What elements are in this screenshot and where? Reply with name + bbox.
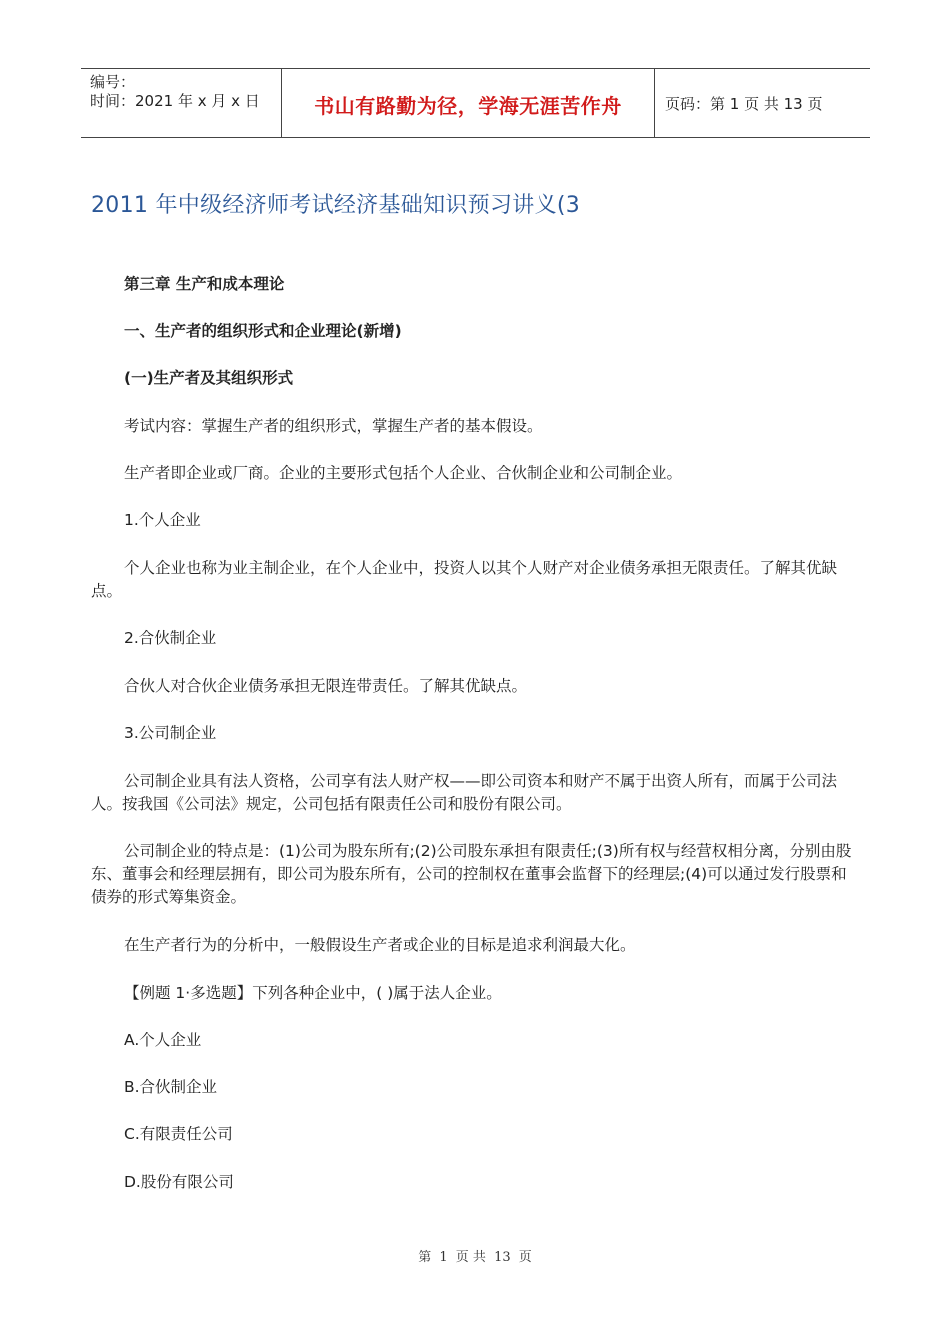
subsection-heading: (一)生产者及其组织形式 bbox=[124, 369, 294, 387]
exam-content-paragraph: 考试内容：掌握生产者的组织形式，掌握生产者的基本假设。 bbox=[124, 417, 543, 435]
profit-assumption-paragraph: 在生产者行为的分析中，一般假设生产者或企业的目标是追求利润最大化。 bbox=[124, 936, 636, 954]
header-meta-cell bbox=[81, 69, 282, 137]
document-title: 2011 年中级经济师考试经济基础知识预习讲义(3 bbox=[91, 193, 581, 218]
footer-middle: 页 共 bbox=[455, 1250, 486, 1265]
item-heading-sole-proprietorship: 1.个人企业 bbox=[124, 511, 201, 529]
header-page-info: 页码：第 1 页 共 13 页 bbox=[665, 94, 823, 113]
corporation-features-paragraph: 公司制企业的特点是：(1)公司为股东所有;(2)公司股东承担有限责任;(3)所有权与经营权相分离，分别由股东、董事会和经理层拥有，即公司为股东所有，公司的控制权在董事会监督下的经理层;(4)可以通过发行股票和债券的形式筹集资金。 bbox=[91, 842, 852, 906]
section-heading: 一、生产者的组织形式和企业理论(新增) bbox=[124, 322, 402, 340]
header-motto-cell bbox=[282, 69, 655, 137]
item-heading-corporation: 3.公司制企业 bbox=[124, 724, 217, 742]
example-question: 【例题 1·多选题】下列各种企业中，( )属于法人企业。 bbox=[124, 984, 502, 1002]
footer-prefix: 第 bbox=[418, 1250, 432, 1265]
header-table bbox=[81, 68, 870, 138]
sole-proprietorship-paragraph: 个人企业也称为业主制企业，在个人企业中，投资人以其个人财产对企业债务承担无限责任。了解其优缺点。 bbox=[91, 559, 838, 600]
corporation-paragraph: 公司制企业具有法人资格，公司享有法人财产权——即公司资本和财产不属于出资人所有，而属于公司法人。按我国《公司法》规定，公司包括有限责任公司和股份有限公司。 bbox=[91, 772, 838, 813]
option-a: A.个人企业 bbox=[124, 1031, 202, 1049]
option-d: D.股份有限公司 bbox=[124, 1173, 234, 1191]
motto-text: 书山有路勤为径，学海无涯苦作舟 bbox=[314, 93, 622, 118]
option-b: B.合伙制企业 bbox=[124, 1078, 218, 1096]
option-c: C.有限责任公司 bbox=[124, 1125, 233, 1143]
footer-page-number: 1 bbox=[439, 1250, 448, 1265]
document-number-label: 编号： bbox=[90, 73, 136, 91]
footer-suffix: 页 bbox=[518, 1250, 532, 1265]
item-heading-partnership: 2.合伙制企业 bbox=[124, 629, 217, 647]
page-footer bbox=[0, 1246, 950, 1265]
header-page-cell bbox=[655, 69, 870, 137]
partnership-paragraph: 合伙人对合伙企业债务承担无限连带责任。了解其优缺点。 bbox=[124, 677, 528, 695]
footer-total-pages: 13 bbox=[494, 1250, 511, 1265]
producer-definition-paragraph: 生产者即企业或厂商。企业的主要形式包括个人企业、合伙制企业和公司制企业。 bbox=[124, 464, 683, 482]
chapter-heading: 第三章 生产和成本理论 bbox=[124, 275, 285, 293]
document-time-label: 时间：2021 年 x 月 x 日 bbox=[90, 92, 260, 110]
